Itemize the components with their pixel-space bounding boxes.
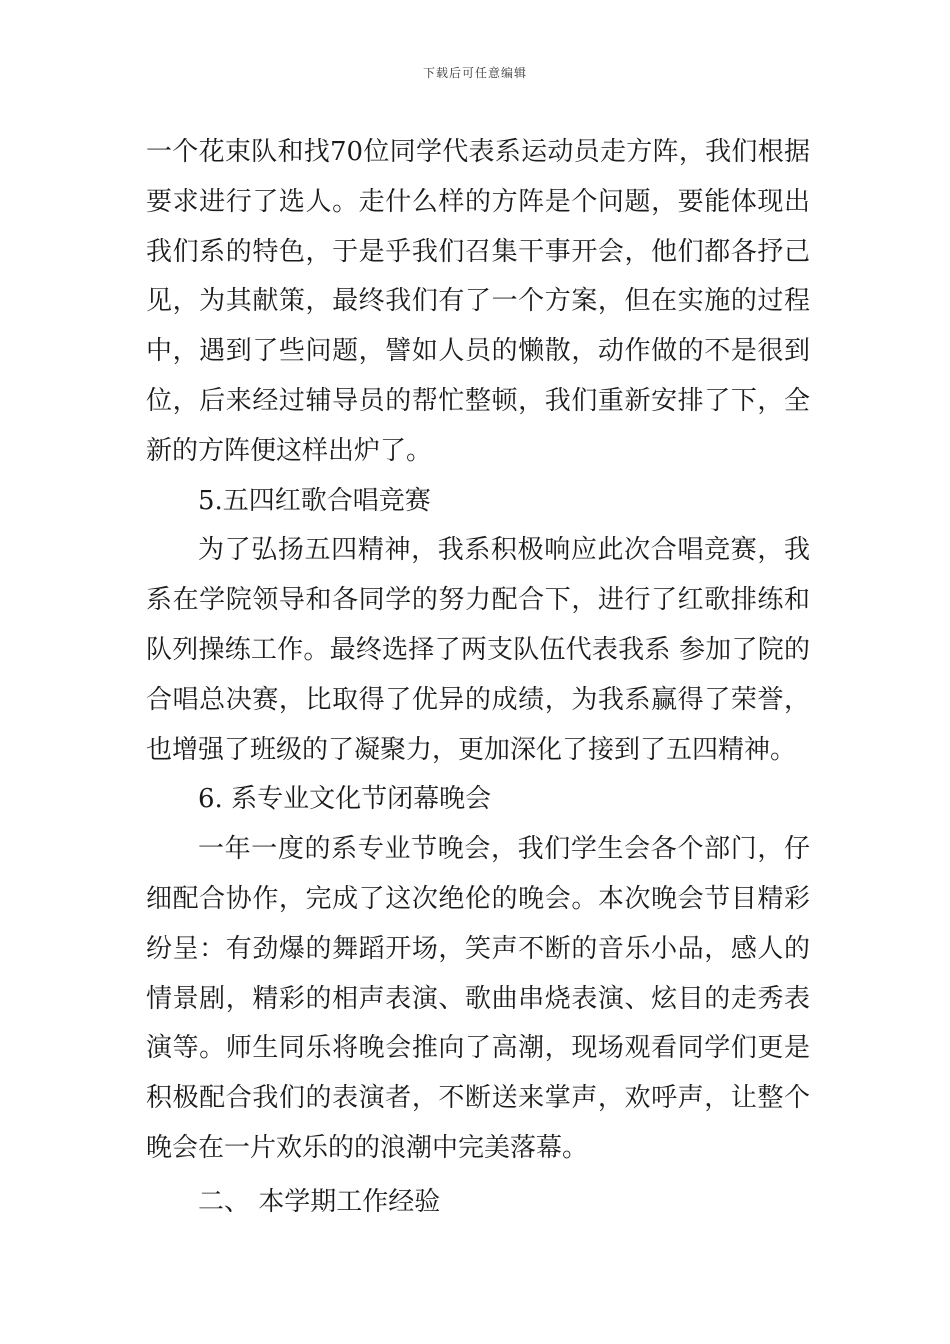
paragraph-choir-contest: 为了弘扬五四精神，我系积极响应此次合唱竞赛，我系在学院领导和各同学的努力配合下，进行了红歌排练和队列操练工作。最终选择了两支队伍代表我系 参加了院的合唱总决赛，比取得了优异的成绩，为我系赢得了荣誉，也增强了班级的了凝聚力，更加深化了接到了五四精神。: [146, 535, 810, 765]
paragraph-sports-parade: 一个花束队和找70位同学代表系运动员走方阵，我们根据要求进行了选人。走什么样的方阵是个问题，要能体现出我们系的特色，于是乎我们召集干事开会，他们都各抒己见，为其献策，最终我们有了一个方案，但在实施的过程中，遇到了些问题，譬如人员的懒散，动作做的不是很到位，后来经过辅导员的帮忙整顿，我们重新安排了下，全新的方阵便这样出炉了。: [146, 137, 810, 466]
section-heading-work-experience: 二、 本学期工作经验: [198, 1186, 441, 1217]
section-heading-choir-contest: 5.五四红歌合唱竞赛: [198, 485, 431, 516]
page-header: 下载后可任意编辑: [422, 66, 527, 80]
paragraph-closing-gala: 一年一度的系专业节晚会，我们学生会各个部门，仔细配合协作，完成了这次绝伦的晚会。本次晚会节目精彩纷呈：有劲爆的舞蹈开场，笑声不断的音乐小品，感人的情景剧，精彩的相声表演、歌曲串烧表演、炫目的走秀表演等。师生同乐将晚会推向了高潮，现场观看同学们更是积极配合我们的表演者，不断送来掌声，欢呼声，让整个晚会在一片欢乐的的浪潮中完美落幕。: [146, 834, 810, 1163]
document-body: [146, 128, 810, 1228]
section-heading-closing-gala: 6. 系专业文化节闭幕晚会: [198, 784, 492, 815]
